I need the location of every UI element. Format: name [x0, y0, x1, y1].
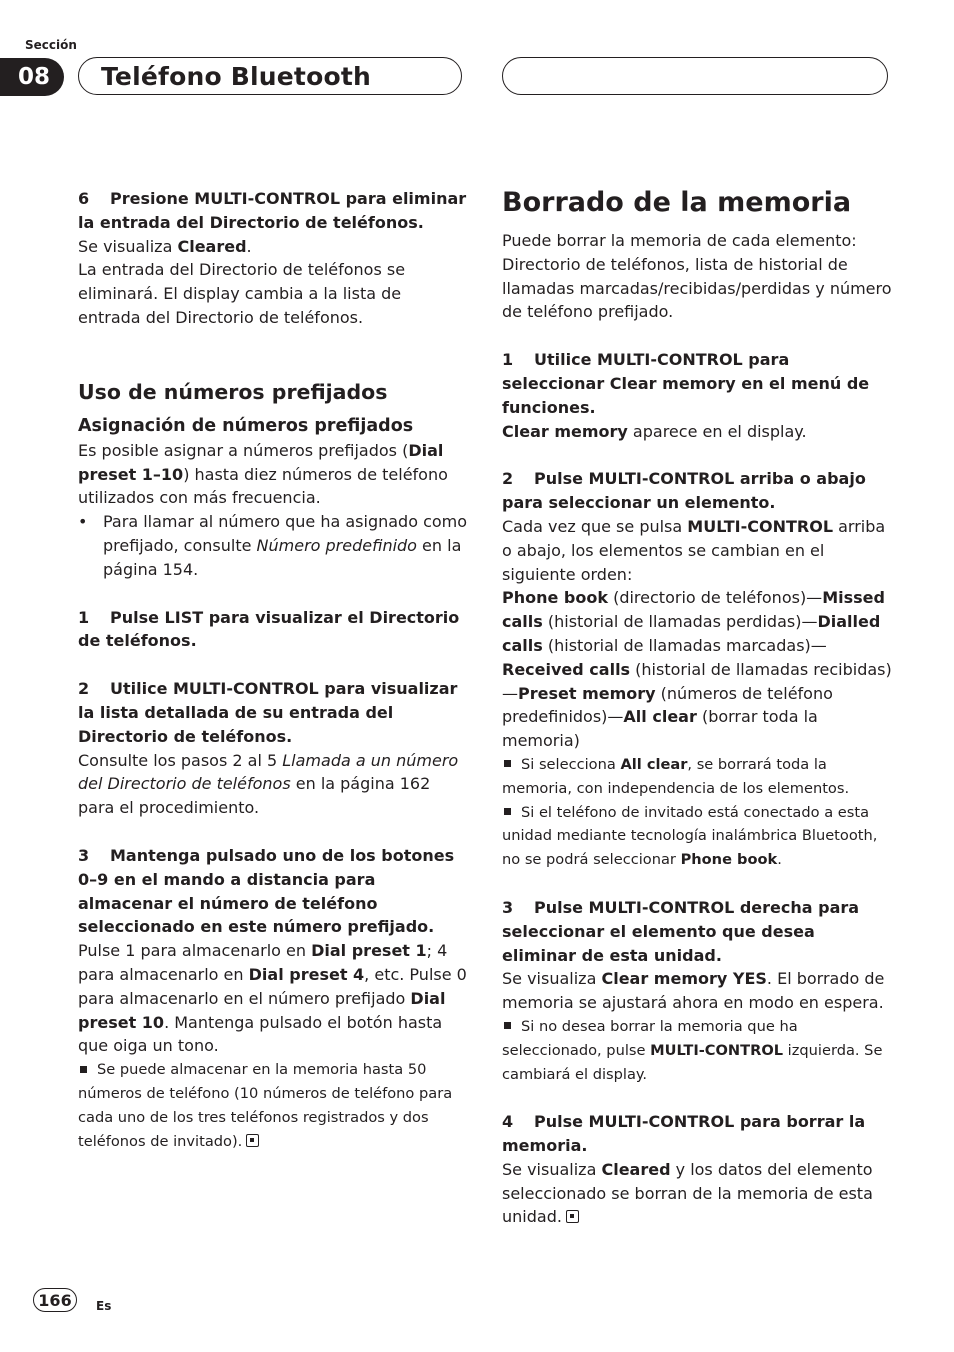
text: Cada vez que se pulsa — [502, 516, 688, 536]
step-2-heading — [78, 677, 468, 748]
text: Consulte los pasos 2 al 5 — [78, 750, 283, 770]
text: (historial de llamadas recibidas)— — [502, 659, 892, 703]
text: Se visualiza — [78, 236, 178, 256]
text: (historial de llamadas perdidas)— — [542, 612, 818, 632]
display-term: Dial preset 1 — [311, 941, 427, 961]
display-term: Dialled calls — [502, 612, 881, 655]
display-term: Clear memory — [502, 421, 628, 441]
bullet-dot: • — [78, 512, 88, 532]
text: . — [777, 851, 782, 869]
section-label: Sección — [25, 38, 77, 52]
r-step-1-body — [502, 420, 894, 444]
heading-uso: Uso de números prefijados — [78, 379, 388, 404]
step-number: 2 — [502, 469, 514, 489]
text: izquierda. Se cambiará el display. — [502, 1041, 883, 1083]
text: Si no desea borrar la memoria que ha seleccionado, pulse — [502, 1017, 798, 1059]
note-item — [502, 801, 894, 872]
step-text: Utilice MULTI-CONTROL para seleccionar Clear memory en el menú de funciones. — [502, 350, 870, 417]
section-number-badge: 08 — [0, 58, 64, 96]
step-number: 1 — [502, 350, 514, 370]
step-number: 6 — [78, 189, 90, 208]
text: aparece en el display. — [627, 421, 807, 441]
asignacion-paragraph — [78, 439, 468, 510]
step-text: Pulse MULTI-CONTROL para borrar la memoria. — [502, 1112, 866, 1156]
page-number: 166 — [33, 1288, 77, 1312]
display-term: Phone book — [502, 588, 608, 608]
text: Pulse 1 para almacenarlo en — [78, 941, 312, 961]
cross-reference: Llamada a un número del Directorio de teléfonos — [78, 750, 459, 794]
end-of-section-icon — [246, 1134, 259, 1147]
step-6-description: La entrada del Directorio de teléfonos se eliminará. El display cambia a la lista de entrada del Directorio de teléfonos. — [78, 260, 406, 327]
text: . Mantenga pulsado el botón hasta que oiga un tono. — [78, 1012, 443, 1056]
step-number: 3 — [78, 845, 90, 865]
text: en la página 154. — [103, 535, 462, 579]
step-text: Mantenga pulsado uno de los botones 0–9 en el mando a distancia para almacenar el número de teléfono seleccionado en este número prefijado. — [78, 845, 455, 937]
note-item — [502, 753, 894, 801]
text: Si el teléfono de invitado está conectado a esta unidad mediante tecnología inalámbrica Bluetooth, no se podrá seleccionar — [502, 803, 878, 869]
heading-borrado: Borrado de la memoria — [502, 187, 852, 218]
r-step-4-heading — [502, 1110, 894, 1158]
text: , se borrará toda la memoria, con independencia de los elementos. — [502, 755, 850, 797]
r-step-2-body — [502, 515, 894, 586]
step-6-heading — [78, 187, 468, 235]
step-text: Pulse MULTI-CONTROL arriba o abajo para seleccionar un elemento. — [502, 469, 866, 513]
r-step-1-heading — [502, 348, 894, 419]
heading-asignacion: Asignación de números prefijados — [78, 415, 414, 436]
left-column — [78, 187, 468, 1153]
step-text: Utilice MULTI-CONTROL para visualizar la lista detallada de su entrada del Directorio de teléfonos. — [78, 679, 458, 746]
step-text: Presione MULTI-CONTROL para eliminar la entrada del Directorio de teléfonos. — [78, 189, 467, 232]
language-code: Es — [96, 1299, 112, 1313]
note-square-icon — [80, 1066, 87, 1073]
right-column — [502, 187, 894, 1229]
text: (directorio de teléfonos)— — [608, 588, 823, 608]
display-term: Dial preset 10 — [78, 988, 446, 1032]
step-number: 1 — [78, 607, 90, 627]
display-term: All clear — [620, 755, 688, 773]
note-square-icon — [504, 760, 511, 767]
step-text: Pulse LIST para visualizar el Directorio de teléfonos. — [78, 607, 460, 651]
r-step-3-body — [502, 967, 894, 1015]
step-number: 4 — [502, 1112, 514, 1132]
r-step-4-body — [502, 1158, 894, 1229]
note-item — [78, 1058, 468, 1153]
cross-reference: Número predefinido — [256, 535, 417, 555]
text: y los datos del elemento seleccionado se borran de la memoria de esta unidad. — [502, 1159, 873, 1227]
text: arriba o abajo, los elementos se cambian en el siguiente orden: — [502, 516, 886, 584]
display-term: Received calls — [502, 659, 631, 679]
text: en la página 162 para el procedimiento. — [78, 774, 431, 818]
text: Si selecciona — [521, 755, 621, 773]
step-number: 3 — [502, 897, 514, 917]
step-6-result — [78, 235, 468, 259]
section-title-text: Teléfono Bluetooth — [101, 61, 371, 91]
display-term: Dial preset 4 — [248, 964, 365, 984]
text: Se visualiza — [502, 1159, 602, 1179]
display-term: All clear — [623, 707, 697, 727]
note-square-icon — [504, 1022, 511, 1029]
step-3-body — [78, 939, 468, 1058]
intro-paragraph: Puede borrar la memoria de cada elemento: Directorio de teléfonos, lista de historial de llamadas marcadas/recibidas/perdidas y número de teléfono prefijado. — [502, 231, 892, 322]
text: (números de teléfono predefinidos)— — [502, 683, 833, 727]
element-order-list — [502, 586, 894, 753]
step-2-body — [78, 749, 468, 820]
text: , etc. Pulse 0 para almacenarlo en el número prefijado — [78, 964, 467, 1008]
text: . El borrado de memoria se ajustará ahora en modo en espera. — [502, 969, 885, 1013]
display-term: Preset memory — [518, 683, 656, 703]
section-title — [78, 57, 462, 95]
step-text: Pulse MULTI-CONTROL derecha para seleccionar el elemento que desea eliminar de esta unidad. — [502, 897, 860, 965]
display-term: Cleared — [177, 236, 247, 256]
text: Para llamar al número que ha asignado como prefijado, consulte — [103, 512, 468, 555]
display-term: Clear memory YES — [601, 969, 767, 989]
text: Es posible asignar a números prefijados ( — [78, 440, 409, 460]
r-step-3-heading — [502, 896, 894, 967]
text: Se visualiza — [502, 969, 602, 989]
display-term: Dial preset 1–10 — [78, 440, 444, 484]
text: . — [246, 236, 252, 256]
note-text: Se puede almacenar en la memoria hasta 50 números de teléfono (10 números de teléfono para cada uno de los tres teléfonos registrados y dos teléfonos de invitado). — [78, 1061, 453, 1150]
text: (borrar toda la memoria) — [502, 707, 818, 751]
step-3-heading — [78, 844, 468, 939]
button-term: MULTI-CONTROL — [650, 1041, 784, 1059]
text: ; 4 para almacenarlo en — [78, 941, 448, 984]
header-empty-box — [502, 57, 888, 95]
button-term: MULTI-CONTROL — [687, 516, 834, 536]
text: (historial de llamadas marcadas)— — [542, 635, 827, 655]
end-of-section-icon — [566, 1210, 579, 1223]
note-item — [502, 1015, 894, 1086]
bullet-item — [78, 510, 468, 581]
text: ) hasta diez números de teléfono utilizados con más frecuencia. — [78, 464, 448, 508]
note-square-icon — [504, 808, 511, 815]
step-1-heading — [78, 606, 468, 654]
display-term: Phone book — [680, 851, 778, 869]
display-term: Cleared — [601, 1159, 671, 1179]
display-term: Missed calls — [502, 588, 885, 632]
step-number: 2 — [78, 679, 90, 699]
r-step-2-heading — [502, 467, 894, 515]
